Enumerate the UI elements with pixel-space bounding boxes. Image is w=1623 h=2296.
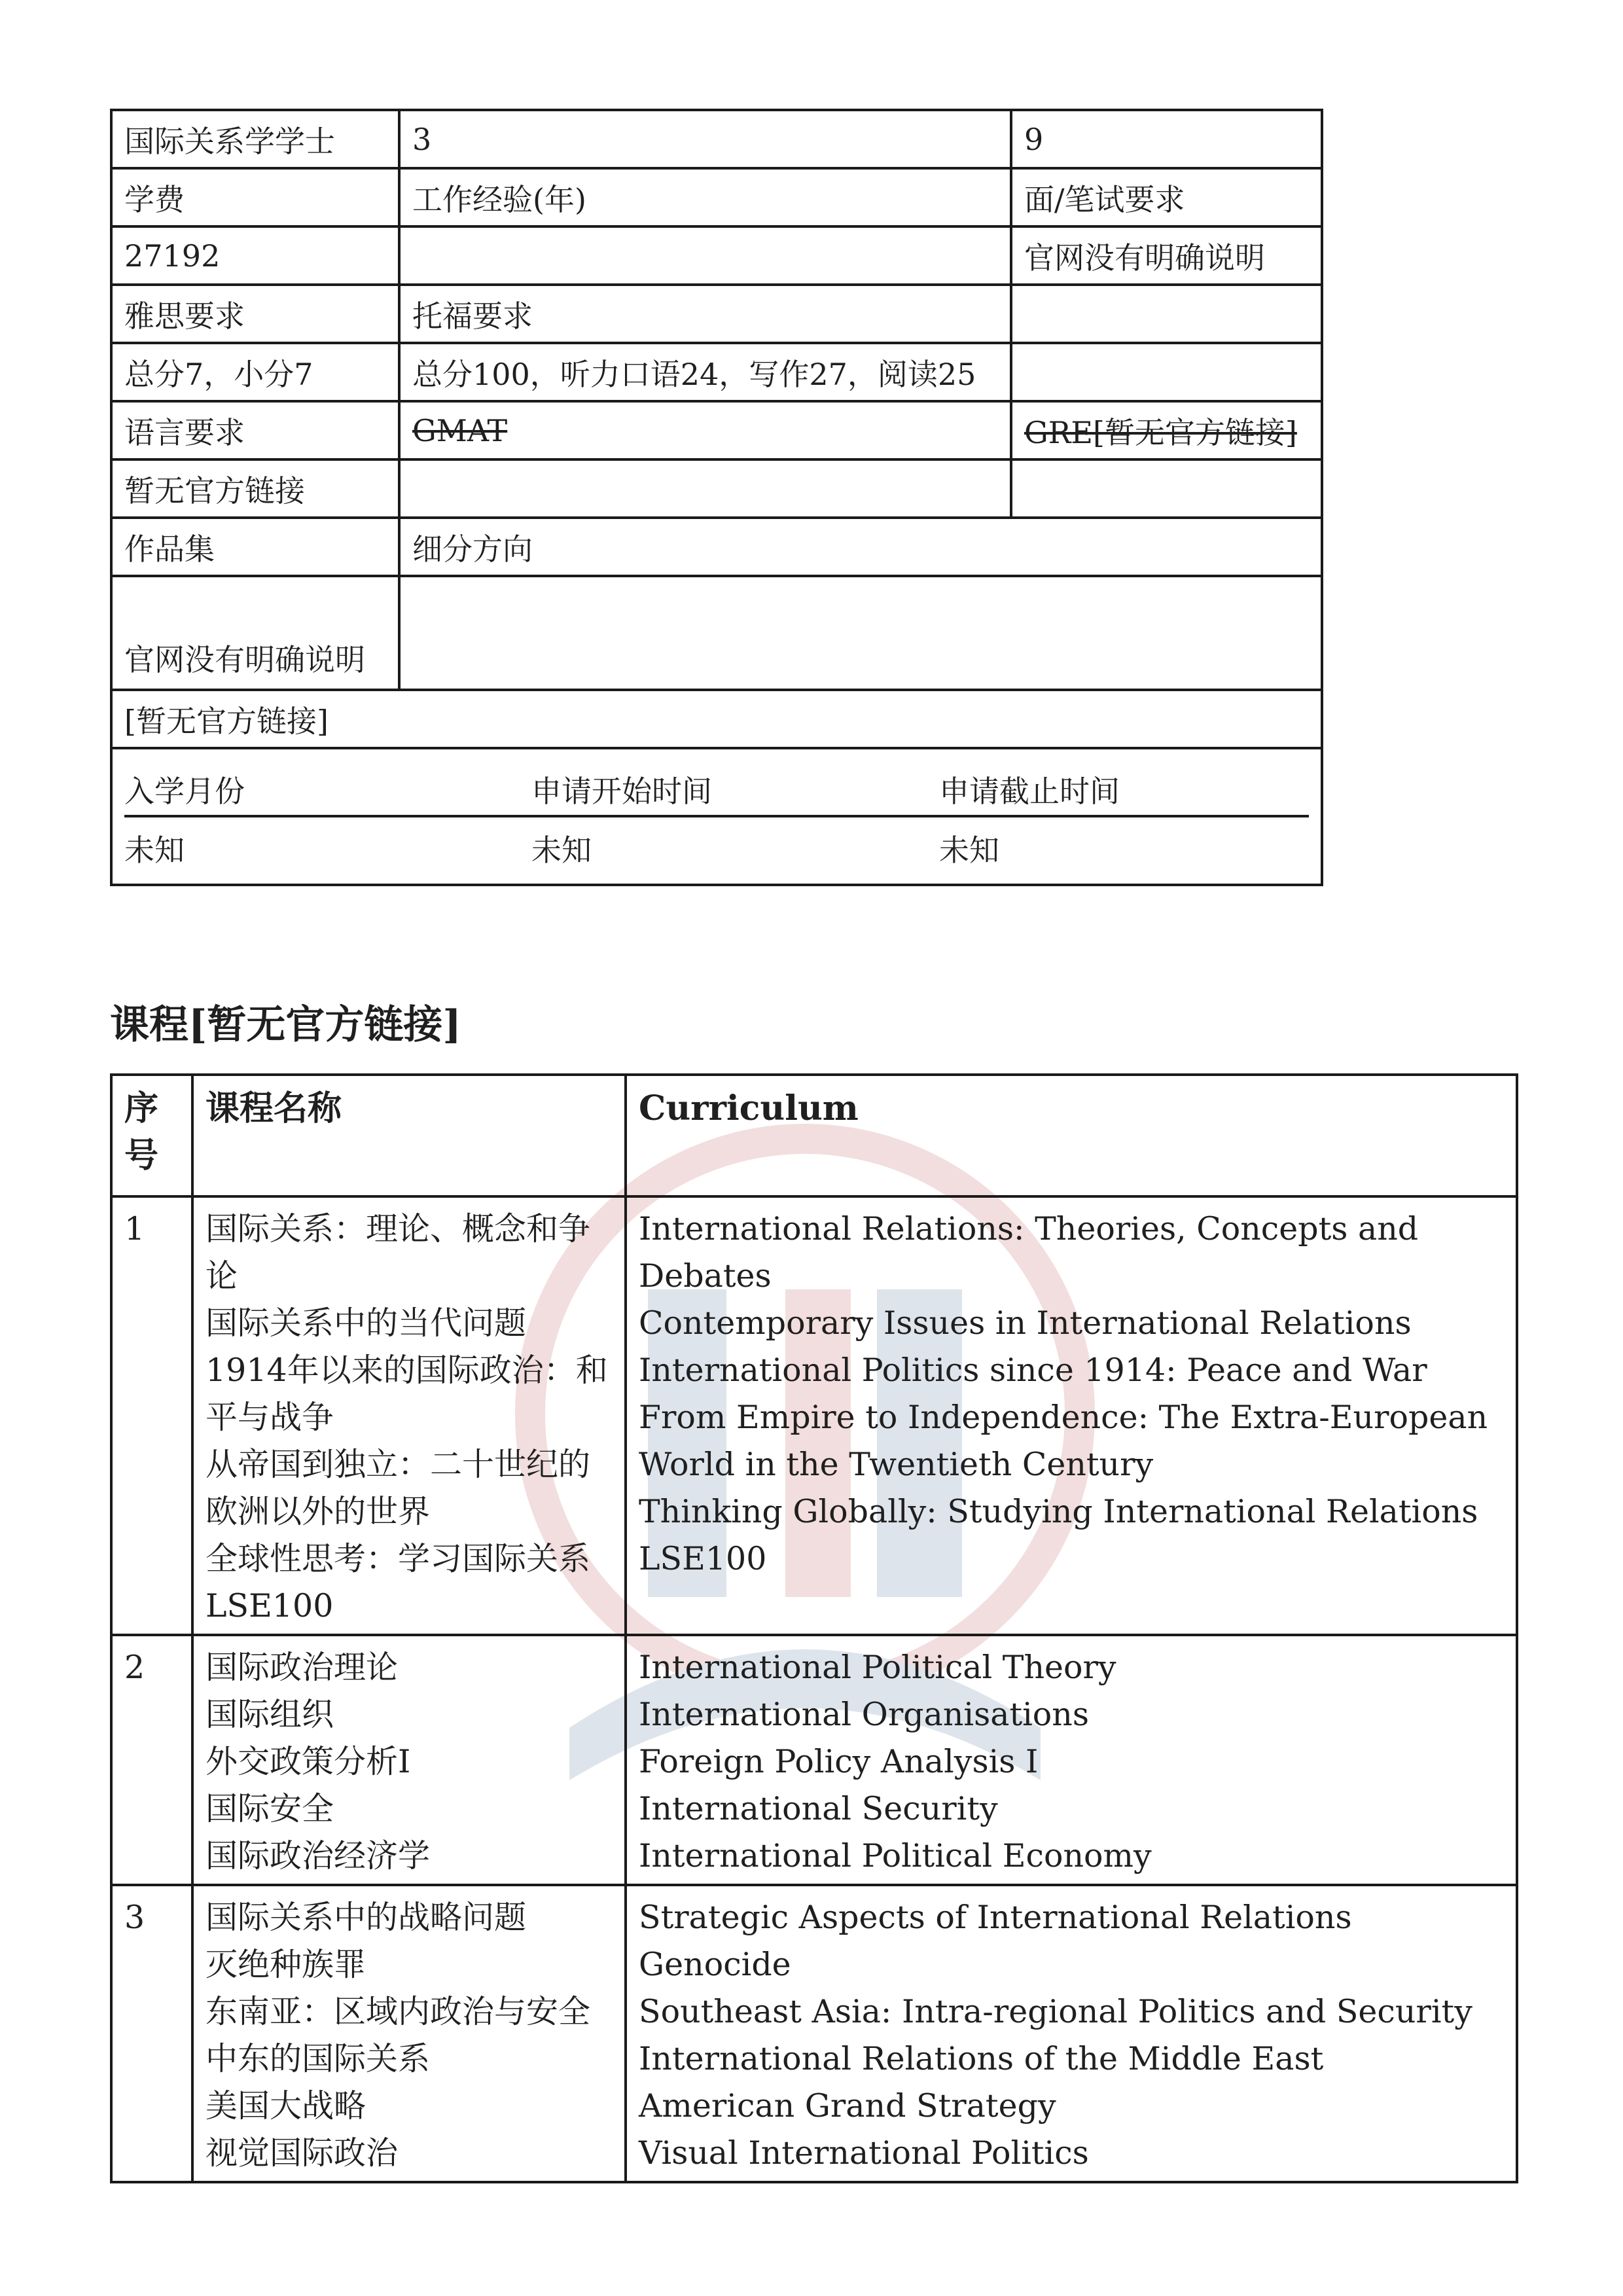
- cell: 总分7，小分7: [111, 343, 399, 401]
- list-item: 国际关系中的当代问题: [205, 1304, 527, 1342]
- cell: 细分方向: [399, 518, 1322, 576]
- list-item: 美国大战略: [205, 2087, 366, 2125]
- list-item: 外交政策分析I: [205, 1743, 411, 1780]
- cell: [399, 459, 1011, 518]
- application-open-header: 申请开始时间: [531, 774, 712, 809]
- cell: [1011, 285, 1322, 343]
- info-row: [111, 401, 1322, 459]
- row-number: 2: [111, 1635, 192, 1885]
- list-item: International Organisations: [639, 1696, 1090, 1733]
- list-item: 国际安全: [205, 1790, 334, 1827]
- list-item: Strategic Aspects of International Relations: [639, 1899, 1352, 1936]
- cell: 语言要求: [111, 401, 399, 459]
- col-header-number: 序号: [111, 1075, 192, 1196]
- list-item: 全球性思考：学习国际关系: [205, 1540, 591, 1577]
- list-item: From Empire to Independence: The Extra-European: [639, 1399, 1488, 1436]
- info-row: [111, 110, 1322, 168]
- list-item: Debates: [639, 1257, 772, 1295]
- cell: GMAT: [399, 401, 1011, 459]
- table-row: [111, 1196, 1517, 1635]
- cell: 暂无官方链接: [111, 459, 399, 518]
- course-names-en: [626, 1635, 1517, 1885]
- col-header-course-name: 课程名称: [192, 1075, 626, 1196]
- cell: [399, 576, 1322, 690]
- info-row: [111, 459, 1322, 518]
- info-row: [111, 285, 1322, 343]
- list-item: 国际政治理论: [205, 1649, 399, 1686]
- cell: 作品集: [111, 518, 399, 576]
- row-number: 1: [111, 1196, 192, 1635]
- list-item: Visual International Politics: [639, 2134, 1089, 2172]
- courses-table: [110, 1073, 1518, 2183]
- cell: 托福要求: [399, 285, 1011, 343]
- cell: 国际关系学学士: [111, 110, 399, 168]
- list-item: Genocide: [639, 1946, 791, 1983]
- cell: 官网没有明确说明: [1011, 226, 1322, 285]
- col-header-curriculum: Curriculum: [626, 1075, 1517, 1196]
- table-row: [111, 1885, 1517, 2182]
- intake-month-value: 未知: [124, 833, 185, 868]
- cell: [1011, 459, 1322, 518]
- list-item: International Relations: Theories, Concepts and: [639, 1210, 1419, 1247]
- list-item: 从帝国到独立：二十世纪的: [205, 1446, 591, 1483]
- cell: 学费: [111, 168, 399, 226]
- cell: [1011, 343, 1322, 401]
- list-item: World in the Twentieth Century: [639, 1446, 1154, 1483]
- info-row: [111, 576, 1322, 690]
- application-dates: [113, 749, 1321, 884]
- list-item: LSE100: [639, 1540, 767, 1577]
- cell: 面/笔试要求: [1011, 168, 1322, 226]
- course-names-cn: [192, 1196, 626, 1635]
- cell: 9: [1011, 110, 1322, 168]
- cell: GRE[暂无官方链接]: [1011, 401, 1322, 459]
- list-item: International Political Economy: [639, 1837, 1152, 1874]
- cell: 总分100，听力口语24，写作27，阅读25: [399, 343, 1011, 401]
- courses-heading: 课程[暂无官方链接]: [110, 1002, 461, 1048]
- list-item: Southeast Asia: Intra-regional Politics and Security: [639, 1993, 1472, 2030]
- cell: [暂无官方链接]: [111, 690, 1322, 748]
- list-item: International Security: [639, 1790, 998, 1827]
- cell: 官网没有明确说明: [111, 576, 399, 690]
- course-names-en: [626, 1196, 1517, 1635]
- cell: 雅思要求: [111, 285, 399, 343]
- list-item: 国际关系中的战略问题: [205, 1899, 527, 1936]
- info-row: [111, 226, 1322, 285]
- list-item: Thinking Globally: Studying International Relations: [639, 1493, 1478, 1530]
- list-item: International Relations of the Middle East: [639, 2040, 1324, 2077]
- cell: 工作经验(年): [399, 168, 1011, 226]
- application-deadline-header: 申请截止时间: [939, 774, 1120, 809]
- list-item: International Politics since 1914: Peace and War: [639, 1352, 1427, 1389]
- cell: [399, 226, 1011, 285]
- info-row: [111, 168, 1322, 226]
- dates-row: [111, 748, 1322, 885]
- list-item: 国际关系：理论、概念和争: [205, 1210, 591, 1247]
- list-item: 1914年以来的国际政治：和: [205, 1352, 608, 1389]
- list-item: American Grand Strategy: [639, 2087, 1056, 2125]
- list-item: 东南亚：区域内政治与安全: [205, 1993, 591, 2030]
- course-names-cn: [192, 1885, 626, 2182]
- list-item: 平与战争: [205, 1399, 334, 1436]
- list-item: 国际组织: [205, 1696, 334, 1733]
- application-deadline-value: 未知: [939, 833, 999, 868]
- cell: 3: [399, 110, 1011, 168]
- list-item: Contemporary Issues in International Relations: [639, 1304, 1412, 1342]
- list-item: 欧洲以外的世界: [205, 1493, 431, 1530]
- list-item: 视觉国际政治: [205, 2134, 399, 2172]
- info-row: [111, 343, 1322, 401]
- list-item: 国际政治经济学: [205, 1837, 431, 1874]
- list-item: LSE100: [205, 1587, 334, 1624]
- courses-header-row: [111, 1075, 1517, 1196]
- list-item: 中东的国际关系: [205, 2040, 431, 2077]
- info-row: [111, 690, 1322, 748]
- list-item: International Political Theory: [639, 1649, 1116, 1686]
- divider: [124, 815, 1309, 817]
- list-item: 论: [205, 1257, 238, 1295]
- table-row: [111, 1635, 1517, 1885]
- course-names-cn: [192, 1635, 626, 1885]
- dates-cell: [111, 748, 1322, 885]
- list-item: Foreign Policy Analysis I: [639, 1743, 1039, 1780]
- program-info-table: [110, 109, 1323, 886]
- info-row: [111, 518, 1322, 576]
- course-names-en: [626, 1885, 1517, 2182]
- application-open-value: 未知: [531, 833, 592, 868]
- cell: 27192: [111, 226, 399, 285]
- row-number: 3: [111, 1885, 192, 2182]
- list-item: 灭绝种族罪: [205, 1946, 366, 1983]
- intake-month-header: 入学月份: [124, 774, 245, 809]
